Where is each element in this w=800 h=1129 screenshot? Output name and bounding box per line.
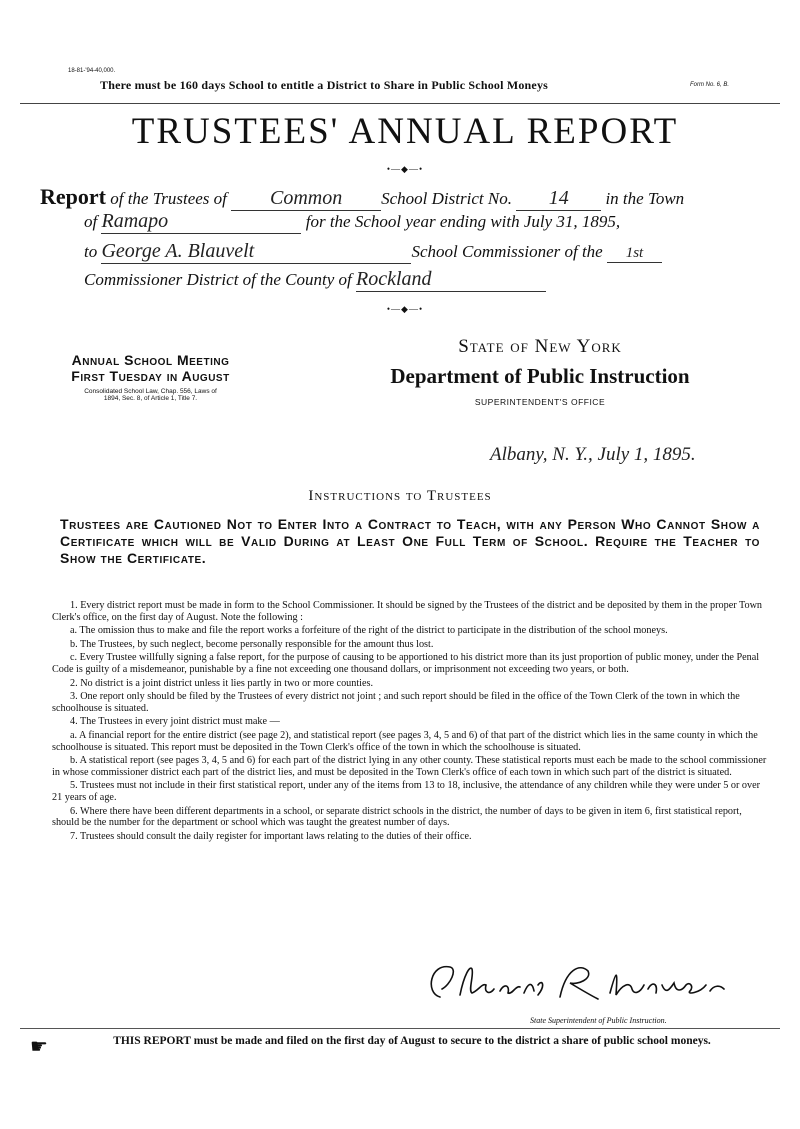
instructions-heading: Instructions to Trustees xyxy=(308,488,492,504)
instruction-item: c. Every Trustee willfully signing a false report, for the purpose of causing to be apportioned to his district more than its just proportion of public money, under the Penal Code is guilty of a misdemeanor, punishable by a fine not exceeding one thousand dollars, or imprisonment not exceeding two years, or both. xyxy=(52,652,760,675)
pointing-hand-icon: ☛ xyxy=(30,1036,48,1058)
banner-rule xyxy=(20,103,780,104)
office-name: SUPERINTENDENT'S OFFICE xyxy=(474,397,606,407)
superintendent-signature xyxy=(420,955,750,1015)
instruction-item: 6. Where there have been different departments in a school, or separate district schools in the district, the number of days to be given in item 6, first statistical report, should be the number for the department or school which was taught the greatest number of days. xyxy=(52,805,742,829)
instruction-item: a. The omission thus to make and file the report works a forfeiture of the right of the district to participate in the distribution of the school moneys. xyxy=(70,625,668,637)
instructions-list xyxy=(52,600,767,844)
district-ordinal-field: 1st xyxy=(607,245,662,263)
footer-notice: THIS REPORT must be made and filed on the first day of August to secure to the district a share of public school moneys. xyxy=(113,1035,711,1047)
ornament-divider: •—◆—• xyxy=(386,164,424,174)
banner-text: There must be 160 days School to entitle a District to Share in Public School Moneys xyxy=(100,78,549,92)
instruction-item: a. A financial report for the entire district (see page 2), and statistical report (see pages 3, 4, 5 and 6) of that part of the district which lies in the same county in which the schoolhouse is situated. This report must be deposited in the Town Clerk's office of the town in which the schoolhouse is situated. xyxy=(52,729,758,753)
county-field: Rockland xyxy=(356,268,546,292)
commissioner-name-field: George A. Blauvelt xyxy=(101,240,411,264)
instruction-item: 7. Trustees should consult the daily register for important laws relating to the duties of their office. xyxy=(70,830,472,842)
report-word: Report xyxy=(40,184,106,209)
signature-title: State Superintendent of Public Instruction. xyxy=(530,1016,667,1025)
instruction-item: 2. No district is a joint district unless it lies partly in two or more counties. xyxy=(70,677,374,689)
page-title: TRUSTEES' ANNUAL REPORT xyxy=(131,111,679,152)
report-line-1: Report of the Trustees of Common School District No. 14 in the Town xyxy=(40,184,685,209)
instruction-item: b. A statistical report (see pages 3, 4, 5 and 6) for each part of the district lying in any other county. These statistical reports must each be made to the school commissioner in whose commissioner district each part of the district lies, and must be deposited in the Town Clerk's office of each town in which such part of the district is situated. xyxy=(52,755,767,778)
footer-rule xyxy=(20,1028,780,1029)
law-citation-1: Consolidated School Law, Chap. 556, Laws of xyxy=(84,388,217,395)
instruction-item: 5. Trustees must not include in their first statistical report, under any of the items from 13 to 18, inclusive, the attendance of any children while they were under 5 or over 21 years of age. xyxy=(52,780,761,803)
report-line-4: Commissioner District of the County of Rockland xyxy=(84,268,774,292)
instruction-item: 3. One report only should be filed by the Trustees of every district not joint ; and such report should be filed in the office of the Town Clerk of the town in which the schoolhouse is situated. xyxy=(52,691,740,714)
state-name: State of New York xyxy=(458,336,622,357)
meeting-line-2: First Tuesday in August xyxy=(71,368,230,384)
state-block xyxy=(330,336,750,407)
form-number: Form No. 6, B. xyxy=(690,82,730,88)
instruction-item: b. The Trustees, by such neglect, become personally responsible for the amount thus lost. xyxy=(70,638,434,650)
annual-meeting-block xyxy=(28,352,273,402)
district-type-field: Common xyxy=(231,187,381,211)
district-number-field: 14 xyxy=(516,187,601,211)
meeting-line-1: Annual School Meeting xyxy=(71,352,230,368)
report-line-3: to George A. Blauvelt School Commissioner of the 1st xyxy=(84,240,774,264)
report-date: Albany, N. Y., July 1, 1895. xyxy=(490,444,696,465)
law-citation-2: 1894, Sec. 8, of Article 1, Title 7. xyxy=(103,395,198,402)
instruction-item: 4. The Trustees in every joint district must make — xyxy=(70,716,280,728)
report-line-2: of Ramapo for the School year ending with July 31, 1895, xyxy=(84,210,621,232)
print-code: 18-81-'94-40,000. xyxy=(68,68,116,74)
ornament-divider-2: •—◆—• xyxy=(386,304,424,314)
caution-notice: Trustees are Cautioned Not to Enter Into a Contract to Teach, with any Person Who Cannot Show a Certificate which will be Valid During at Least One Full Term of School. Require the Teacher to Show the Certificate. xyxy=(60,516,760,566)
town-field: Ramapo xyxy=(101,210,301,234)
department-name: Department of Public Instruction xyxy=(390,364,690,388)
signature-graphic xyxy=(420,955,750,1015)
instruction-item: 1. Every district report must be made in form to the School Commissioner. It should be signed by the Trustees of the district and be deposited by them in the proper Town Clerk's office, on the first day of August. Note the following : xyxy=(52,600,763,623)
